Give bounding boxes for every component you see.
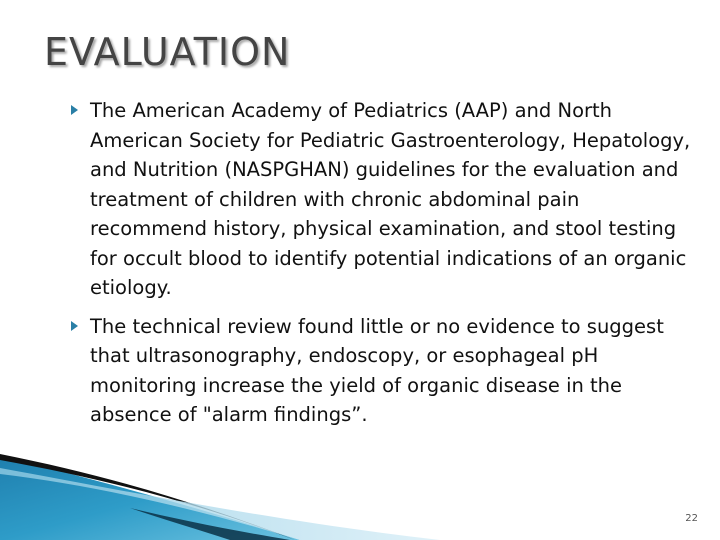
bullet-list [68,96,696,439]
bullet-text: The technical review found little or no evidence to suggest that ultrasonography, endoscopy, or esophageal pH monitoring increase the yield of organic disease in the absence of "alarm findings”. [90,314,664,426]
slide-title: EVALUATION [44,30,291,74]
bullet-item [68,96,696,303]
bullet-text: The American Academy of Pediatrics (AAP) and North American Society for Pediatric Gastroenterology, Hepatology, and Nutrition (NASPGHAN) guidelines for the evaluation and treatment of children with chronic abdominal pain recommend history, physical examination, and stool testing for occult blood to identify potential indications of an organic etiology. [90,99,691,299]
page-number: 22 [685,513,698,524]
triangle-bullet-icon [71,321,78,331]
bullet-item [68,312,696,430]
triangle-bullet-icon [71,105,78,115]
decorative-swoosh [0,438,440,540]
